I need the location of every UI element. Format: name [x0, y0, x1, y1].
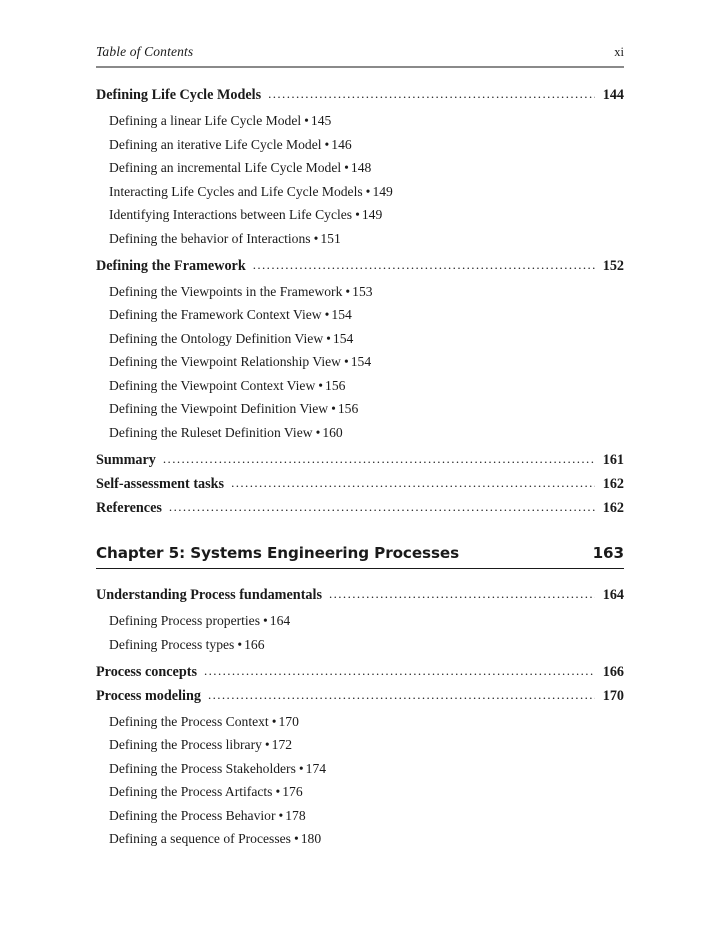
dot-leader: [268, 86, 595, 102]
toc-entry-page-number: 180: [300, 831, 322, 847]
toc-entry-label: Defining the Process Artifacts: [109, 784, 273, 800]
toc-entry-page-number: 156: [337, 401, 359, 416]
chapter-heading[interactable]: [96, 544, 624, 570]
bullet-separator-icon: •: [313, 230, 319, 246]
toc-entry-label: Defining the Process Behavior: [109, 807, 276, 823]
toc-entry-label: Defining the Ontology Definition View: [109, 330, 324, 346]
toc-entry-label: Defining Process properties: [109, 613, 261, 629]
toc-entry-label: Defining an incremental Life Cycle Model: [109, 160, 342, 175]
toc-entry-page-number: 154: [350, 354, 372, 369]
toc-entry-page-number: 153: [352, 283, 373, 299]
toc-entry-row[interactable]: [96, 378, 624, 394]
toc-entry-row[interactable]: [96, 808, 624, 824]
toc-section-row[interactable]: [96, 500, 624, 517]
toc-entry-page-number: 176: [282, 784, 303, 800]
toc-section-page-number: 164: [602, 587, 624, 604]
bullet-separator-icon: •: [275, 784, 281, 800]
toc-entry-label: Defining the Process Context: [109, 713, 269, 729]
toc-entry-label: Defining the Framework Context View: [109, 307, 322, 322]
bullet-separator-icon: •: [331, 401, 336, 416]
toc-section-row[interactable]: [96, 688, 624, 705]
toc-section-label: Understanding Process fundamentals: [96, 587, 322, 604]
toc-section-page-number: 161: [602, 451, 624, 468]
toc-entry-row[interactable]: [96, 331, 624, 347]
toc-section-page-number: 152: [602, 257, 624, 274]
bullet-separator-icon: •: [318, 377, 324, 393]
running-head-title: Table of Contents: [96, 44, 194, 59]
toc-section-row[interactable]: [96, 664, 624, 681]
toc-entry-label: Defining the Process library: [109, 737, 262, 753]
toc-entry-page-number: 156: [325, 377, 346, 393]
running-head: [96, 44, 624, 66]
toc-section-page-number: 162: [602, 499, 624, 516]
chapter-heading-line: [96, 544, 624, 568]
toc-section-page-number: 166: [602, 663, 624, 680]
toc-list: [96, 87, 624, 847]
toc-section-label: References: [96, 499, 162, 516]
dot-leader: [163, 451, 595, 467]
running-head-rule: [96, 66, 624, 68]
dot-leader: [204, 663, 595, 679]
toc-entry-row[interactable]: [96, 184, 624, 200]
toc-section-row[interactable]: [96, 476, 624, 493]
dot-leader: [253, 257, 595, 273]
toc-entry-row[interactable]: [96, 137, 624, 153]
toc-section-page-number: 162: [602, 475, 624, 492]
toc-entry-label: Defining the Viewpoint Context View: [109, 377, 316, 393]
bullet-separator-icon: •: [263, 613, 268, 629]
toc-entry-page-number: 151: [320, 230, 341, 246]
bullet-separator-icon: •: [344, 160, 349, 175]
toc-entry-label: Defining the Viewpoint Definition View: [109, 401, 329, 416]
toc-entry-page-number: 174: [305, 760, 327, 776]
bullet-separator-icon: •: [264, 737, 270, 753]
toc-entry-label: Interacting Life Cycles and Life Cycle Models: [109, 183, 363, 199]
bullet-separator-icon: •: [324, 136, 330, 152]
toc-entry-row[interactable]: [96, 613, 624, 629]
toc-entry-row[interactable]: [96, 231, 624, 247]
bullet-separator-icon: •: [324, 307, 330, 322]
toc-entry-label: Defining the Ruleset Definition View: [109, 424, 313, 440]
toc-entry-page-number: 145: [310, 113, 332, 128]
bullet-separator-icon: •: [293, 831, 299, 847]
bullet-separator-icon: •: [304, 113, 309, 128]
bullet-separator-icon: •: [315, 424, 321, 440]
toc-entry-page-number: 146: [331, 136, 352, 152]
toc-entry-row[interactable]: [96, 784, 624, 800]
toc-entry-page-number: 178: [285, 807, 306, 823]
toc-entry-label: Identifying Interactions between Life Cycles: [109, 207, 353, 222]
bullet-separator-icon: •: [326, 330, 331, 346]
toc-entry-label: Defining the behavior of Interactions: [109, 230, 311, 246]
toc-entry-row[interactable]: [96, 160, 624, 176]
page-bottom-spacer: [96, 855, 624, 939]
toc-entry-page-number: 154: [332, 330, 354, 346]
bullet-separator-icon: •: [278, 807, 284, 823]
toc-section-label: Defining Life Cycle Models: [96, 87, 262, 103]
toc-section-label: Defining the Framework: [96, 257, 246, 274]
toc-section-row[interactable]: [96, 87, 624, 104]
toc-entry-label: Defining a sequence of Processes: [109, 831, 291, 847]
toc-entry-page-number: 154: [331, 307, 352, 322]
toc-entry-label: Defining a linear Life Cycle Model: [109, 113, 302, 128]
toc-entry-row[interactable]: [96, 714, 624, 730]
chapter-page-number: 163: [592, 543, 624, 562]
toc-section-row[interactable]: [96, 587, 624, 604]
bullet-separator-icon: •: [237, 636, 243, 652]
toc-entry-row[interactable]: [96, 113, 624, 129]
bullet-separator-icon: •: [355, 207, 360, 222]
bullet-separator-icon: •: [271, 713, 277, 729]
toc-entry-page-number: 164: [269, 613, 291, 629]
toc-entry-row[interactable]: [96, 637, 624, 653]
toc-section-page-number: 170: [602, 687, 624, 704]
toc-entry-row[interactable]: [96, 284, 624, 300]
dot-leader: [169, 499, 595, 515]
toc-entry-row[interactable]: [96, 761, 624, 777]
toc-entry-row[interactable]: [96, 737, 624, 753]
toc-entry-page-number: 148: [350, 160, 372, 175]
toc-entry-page-number: 170: [278, 713, 299, 729]
toc-entry-label: Defining the Viewpoint Relationship View: [109, 354, 341, 369]
toc-section-label: Summary: [96, 451, 156, 468]
chapter-title: Chapter 5: Systems Engineering Processes: [96, 543, 460, 562]
toc-entry-label: Defining an iterative Life Cycle Model: [109, 136, 322, 152]
bullet-separator-icon: •: [365, 183, 371, 199]
dot-leader: [231, 475, 595, 491]
toc-entry-row[interactable]: [96, 401, 624, 417]
bullet-separator-icon: •: [345, 283, 351, 299]
toc-entry-page-number: 172: [271, 737, 293, 753]
toc-section-page-number: 144: [602, 87, 624, 103]
toc-entry-page-number: 160: [322, 424, 343, 440]
toc-entry-label: Defining Process types: [109, 636, 235, 652]
toc-section-label: Self-assessment tasks: [96, 475, 225, 492]
toc-entry-label: Defining the Viewpoints in the Framework: [109, 283, 343, 299]
toc-entry-page-number: 149: [361, 207, 383, 222]
dot-leader: [329, 586, 595, 602]
toc-section-label: Process modeling: [96, 687, 201, 704]
bullet-separator-icon: •: [298, 760, 304, 776]
toc-entry-row[interactable]: [96, 831, 624, 847]
toc-section-label: Process concepts: [96, 663, 197, 680]
running-head-folio: xi: [614, 45, 624, 59]
bullet-separator-icon: •: [343, 354, 349, 369]
chapter-rule: [96, 568, 624, 570]
toc-entry-page-number: 166: [244, 636, 265, 652]
toc-section-row[interactable]: [96, 452, 624, 469]
toc-section-row[interactable]: [96, 258, 624, 275]
toc-entry-label: Defining the Process Stakeholders: [109, 760, 296, 776]
toc-entry-row[interactable]: [96, 307, 624, 323]
toc-entry-row[interactable]: [96, 207, 624, 223]
dot-leader: [208, 687, 595, 703]
toc-entry-page-number: 149: [372, 183, 393, 199]
toc-entry-row[interactable]: [96, 354, 624, 370]
toc-entry-row[interactable]: [96, 425, 624, 441]
